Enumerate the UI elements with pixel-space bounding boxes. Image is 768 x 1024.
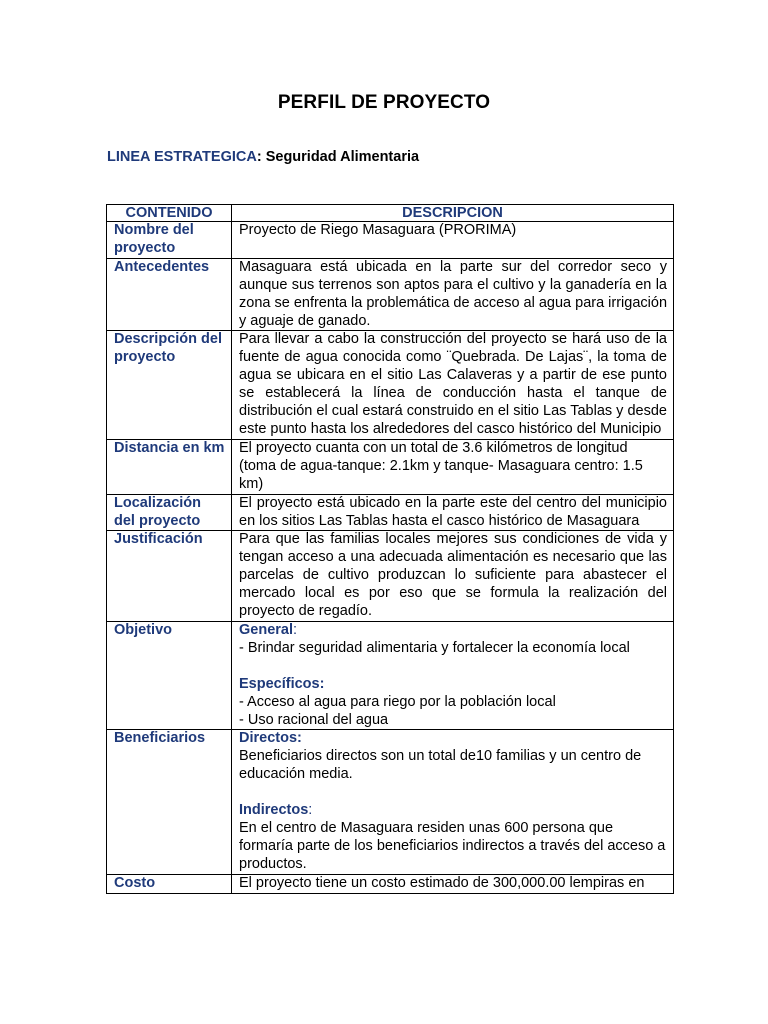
row-label-antecedentes: Antecedentes [107, 258, 232, 331]
row-desc-descripcion: Para llevar a cabo la construcción del proyecto se hará uso de la fuente de agua conocida como ¨Quebrada. De Lajas¨, la toma de agua se ubicara en el sitio Las Calaveras y a partir de ese punto se establecerá la línea de conducción hasta el tanque de distribución el cual estará construido en el sitio Las Tablas y desde este punto hasta los alrededores del casco histórico del Municipio [232, 331, 674, 439]
linea-estrategica [107, 149, 419, 165]
header-contenido: CONTENIDO [107, 205, 232, 222]
objetivo-general-item: - Brindar seguridad alimentaria y fortalecer la economía local [239, 639, 630, 656]
beneficiarios-directos-text: Beneficiarios directos son un total de10 familias y un centro de educación media. [239, 748, 642, 783]
project-profile-table [106, 204, 674, 894]
objetivo-general-heading [239, 622, 667, 640]
row-desc-antecedentes: Masaguara está ubicada en la parte sur del corredor seco y aunque sus terrenos son aptos para el cultivo y la ganadería en la zona se enfrenta la problemática de acceso al agua para irrigación y aguaje de ganado. [232, 258, 674, 331]
row-label-beneficiarios: Beneficiarios [107, 730, 232, 874]
objetivo-especificos-label: Específicos: [239, 675, 325, 692]
table-row-localizacion [107, 494, 674, 531]
linea-estrategica-separator: : [256, 149, 266, 165]
table-row-costo [107, 874, 674, 893]
row-label-justificacion: Justificación [107, 531, 232, 622]
objetivo-general-sep: : [293, 621, 298, 638]
table-row-justificacion [107, 531, 674, 622]
beneficiarios-directos-label: Directos: [239, 730, 302, 747]
table-header-row [107, 205, 674, 222]
row-desc-localizacion: El proyecto está ubicado en la parte este del centro del municipio en los sitios Las Tablas hasta el casco histórico de Masaguara [232, 494, 674, 531]
row-label-descripcion: Descripción del proyecto [107, 331, 232, 439]
beneficiarios-indirectos-heading [239, 802, 667, 820]
row-label-distancia: Distancia en km [107, 439, 232, 494]
row-desc-beneficiarios [232, 730, 674, 874]
table-row-beneficiarios [107, 730, 674, 874]
row-desc-justificacion: Para que las familias locales mejores sus condiciones de vida y tengan acceso a una adecuada alimentación es necesario que las parcelas de cultivo produzcan lo suficiente para abastecer el mercado local es por eso que se formula la realización del proyecto de regadío. [232, 531, 674, 622]
beneficiarios-indirectos-label: Indirectos [239, 802, 309, 819]
objetivo-especificos-item: - Acceso al agua para riego por la población local [239, 693, 556, 710]
row-label-localizacion: Localización del proyecto [107, 494, 232, 531]
objetivo-general-label: General [239, 621, 293, 638]
page-title: PERFIL DE PROYECTO [277, 92, 491, 113]
row-label-nombre: Nombre del proyecto [107, 222, 232, 259]
row-label-objetivo: Objetivo [107, 621, 232, 730]
header-descripcion: DESCRIPCION [232, 205, 674, 222]
row-desc-objetivo [232, 621, 674, 730]
beneficiarios-indirectos-text: En el centro de Masaguara residen unas 600 persona que formaría parte de los beneficiarios indirectos a través del acceso a productos. [239, 820, 666, 872]
row-label-costo: Costo [107, 874, 232, 893]
row-desc-nombre: Proyecto de Riego Masaguara (PRORIMA) [232, 222, 674, 259]
beneficiarios-indirectos-sep: : [308, 802, 313, 819]
table-row-distancia [107, 439, 674, 494]
linea-estrategica-label: LINEA ESTRATEGICA [107, 149, 257, 165]
objetivo-especificos-item: - Uso racional del agua [239, 711, 389, 728]
table-row-descripcion [107, 331, 674, 439]
row-desc-distancia: El proyecto cuanta con un total de 3.6 kilómetros de longitud (toma de agua-tanque: 2.1km y tanque- Masaguara centro: 1.5 km) [232, 439, 674, 494]
table-row-antecedentes [107, 258, 674, 331]
table-row-objetivo [107, 621, 674, 730]
linea-estrategica-value: Seguridad Alimentaria [265, 149, 420, 165]
table-row-nombre [107, 222, 674, 259]
row-desc-costo: El proyecto tiene un costo estimado de 300,000.00 lempiras en [232, 874, 674, 893]
